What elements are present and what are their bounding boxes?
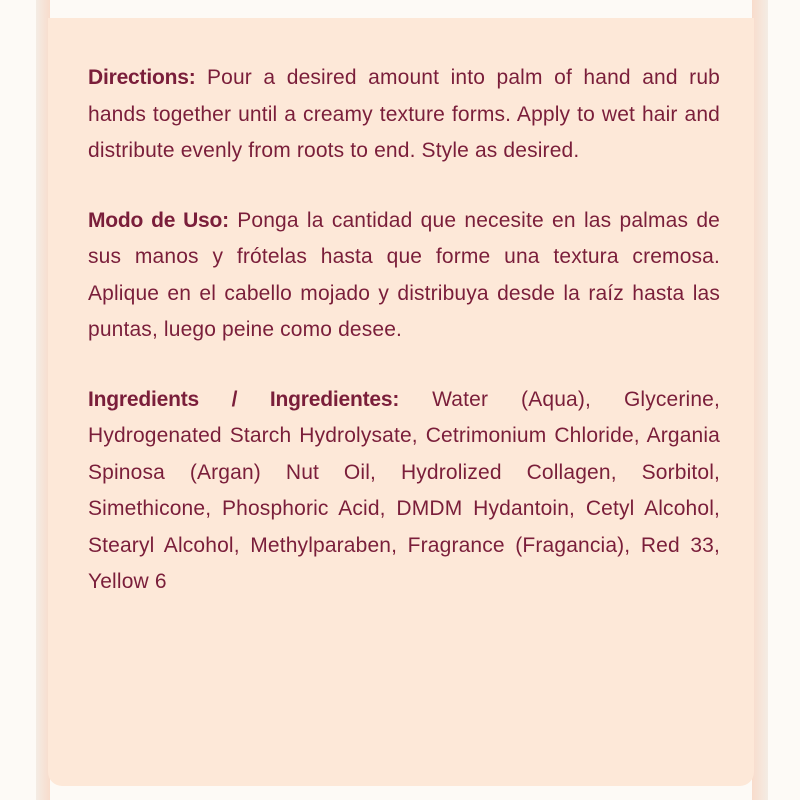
modo-de-uso-body: Ponga la cantidad que necesite en las palmas de sus manos y frótelas hasta que forme una textura cremosa. Aplique en el cabello mojado y distribuya desde la raíz hasta las puntas, luego peine como desee. <box>88 208 720 341</box>
ingredients-heading: Ingredients / Ingredientes: <box>88 387 400 411</box>
modo-de-uso-heading: Modo de Uso: <box>88 208 229 232</box>
directions-heading: Directions: <box>88 66 196 89</box>
bottle-edge-right <box>752 0 768 800</box>
ingredients-section <box>88 382 720 601</box>
ingredients-body: Water (Aqua), Glycerine, Hydrogenated Starch Hydrolysate, Cetrimonium Chloride, Argania Spinosa (Argan) Nut Oil, Hydrolized Collagen, Sorbitol, Simethicone, Phosphoric Acid, DMDM Hydantoin, Cetyl Alcohol, Stearyl Alcohol, Methylparaben, Fragrance (Fragancia), Red 33, Yellow 6 <box>88 387 720 593</box>
modo-de-uso-section <box>88 203 720 349</box>
product-label <box>48 18 754 786</box>
directions-section <box>88 60 720 170</box>
directions-body: Pour a desired amount into palm of hand and rub hands together until a creamy texture forms. Apply to wet hair and distribute evenly from roots to end. Style as desired. <box>88 66 720 162</box>
